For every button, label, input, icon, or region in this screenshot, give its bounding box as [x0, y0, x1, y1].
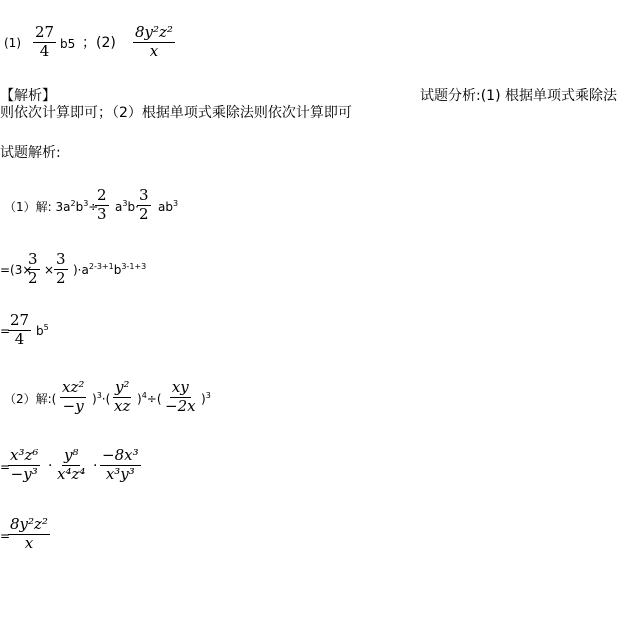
- step-3-tail: $b^5$: [36, 323, 49, 338]
- answer-part2-fraction: [133, 25, 175, 60]
- equals-sign: =: [0, 529, 11, 543]
- final-fraction: $\frac{\text{8y²z²}}{x}$: [10, 515, 48, 552]
- fraction-denominator: 4: [39, 41, 50, 60]
- fraction-3-2: $\frac{3}{2}$: [56, 250, 66, 287]
- fraction-2-3: $\frac{2}{3}$: [97, 186, 107, 223]
- answer-part1-tail: b5: [60, 37, 76, 51]
- answer-part1-label: (1): [4, 36, 21, 50]
- fraction-xz2-over-neg-y: $\frac{\text{xz²}}{-y}$: [62, 378, 85, 415]
- fraction-x3z6-over-neg-y3: $\frac{\text{x³z⁶}}{\text{−y³}}$: [10, 446, 39, 483]
- fraction-3-2: $\frac{3}{2}$: [28, 250, 38, 287]
- equals-sign: =: [0, 460, 11, 474]
- answer-part1-fraction: [33, 25, 56, 60]
- fraction-xy-over-neg-2x: $\frac{xy}{-2x}$: [165, 378, 196, 415]
- dot-operator: ·: [93, 458, 98, 474]
- fraction-y2-over-xz: $\frac{\text{y²}}{xz}$: [114, 378, 131, 415]
- equals-sign: =: [0, 324, 11, 338]
- fraction-numerator: 27: [35, 23, 55, 41]
- fraction-denominator: x: [149, 41, 159, 60]
- dot-operator: ·: [48, 458, 53, 474]
- step-2-tail: )$\cdot a^{2-3+1}b^{3-1+3}$: [73, 262, 147, 277]
- solution-title: 试题解析:: [0, 145, 61, 161]
- fraction-numerator: 8y²z²: [135, 23, 173, 41]
- answer-separator: ；(2): [82, 35, 116, 51]
- analysis-continuation: 则依次计算即可；（2）根据单项式乘除法则依次计算即可: [0, 105, 352, 121]
- analysis-text: 试题分析:(1) 根据单项式乘除法: [420, 88, 617, 104]
- fraction-y8-over-x4z4: $\frac{\text{y⁸}}{\text{x⁴z⁴}}$: [57, 446, 86, 483]
- fraction-27-4: $\frac{27}{4}$: [10, 311, 30, 348]
- step-4-p3: )$^3$: [201, 391, 211, 406]
- fraction-neg8x3-over-x3y3: $\frac{\text{−8x³}}{\text{x³y³}}$: [102, 446, 139, 483]
- step-1-tail: $ab^3$: [158, 199, 179, 214]
- jiexi-header: 【解析】: [0, 88, 56, 104]
- fraction-3-2: $\frac{3}{2}$: [139, 186, 149, 223]
- step-4-p2: )$^4$÷(: [137, 391, 162, 406]
- step-1-mid: $a^3b\cdot$: [115, 199, 139, 214]
- step-1-prefix: （1）解: $3a^2b^3\div$: [4, 199, 99, 214]
- step-4-p1: )$^3$·(: [92, 391, 111, 406]
- step-2-prefix: =(3×: [0, 263, 33, 277]
- step-4-prefix: （2）解:(: [4, 392, 57, 406]
- times-sign: ×: [44, 263, 55, 277]
